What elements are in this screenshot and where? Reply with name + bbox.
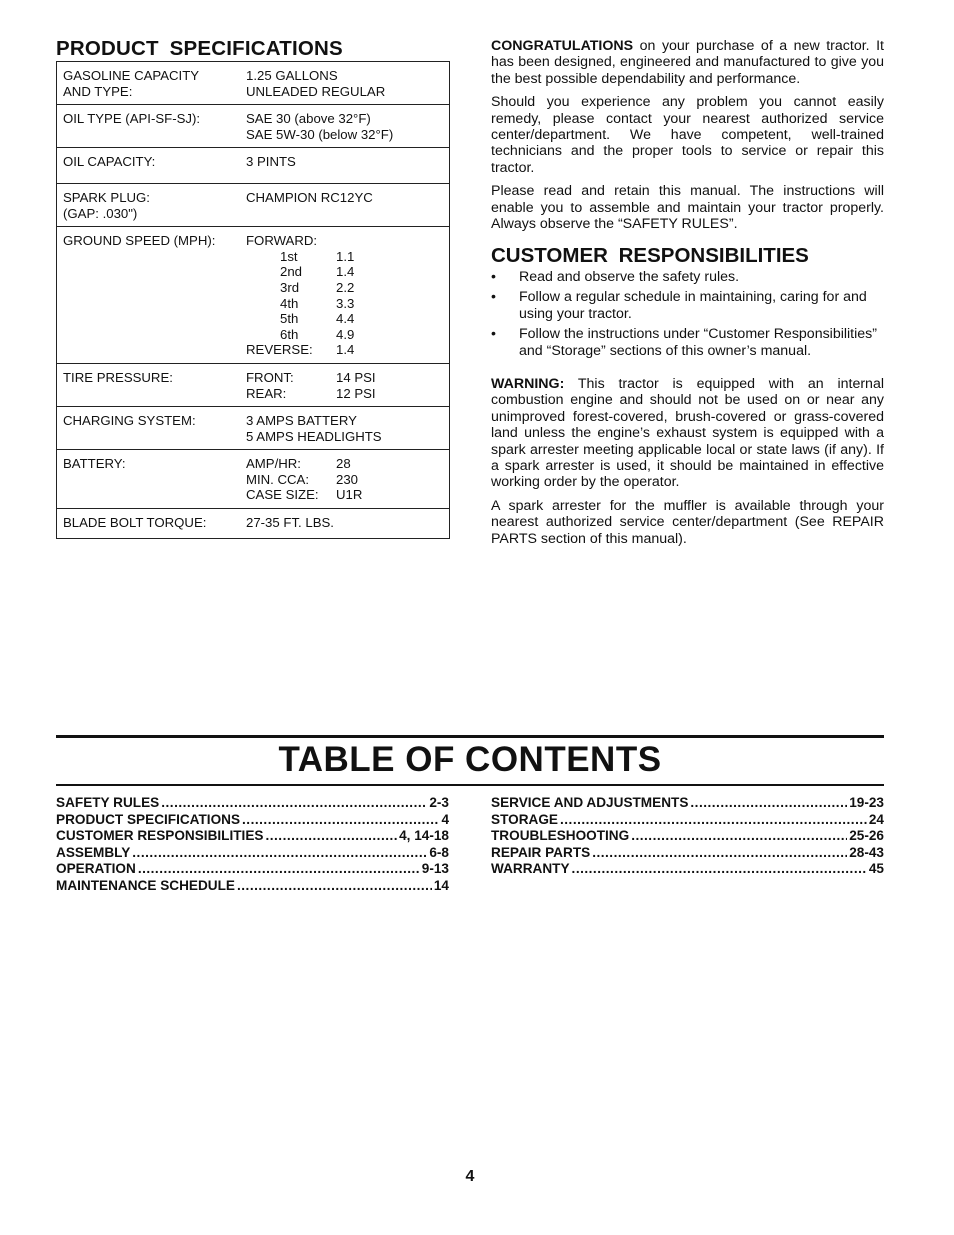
product-specifications-title: PRODUCT SPECIFICATIONS: [56, 37, 343, 60]
toc-leader: [690, 795, 847, 812]
responsibilities-list: [491, 269, 884, 359]
bullet: •: [491, 268, 496, 285]
page-number: 4: [465, 1168, 475, 1185]
toc-entry-label: WARRANTY: [491, 861, 570, 876]
toc-entry-label: ASSEMBLY: [56, 844, 131, 860]
toc-entry-label: MAINTENANCE SCHEDULE: [56, 877, 235, 893]
congratulations-lead: CONGRATULATIONS: [491, 38, 634, 54]
customer-responsibilities-title: CUSTOMER RESPONSIBILITIES: [491, 244, 809, 268]
reverse-speed: 1.4: [336, 342, 355, 358]
toc-entry[interactable]: [491, 845, 884, 862]
warning-paragraph: [491, 376, 884, 491]
toc-entry[interactable]: [56, 861, 449, 878]
spec-value: [246, 456, 443, 503]
list-item-text: Read and observe the safety rules.: [519, 268, 740, 285]
toc-leader: [631, 828, 847, 845]
gear-row: [246, 311, 443, 327]
list-item: [491, 326, 884, 359]
battery-row: [246, 487, 443, 503]
gear-name: 4th: [280, 295, 299, 311]
battery-row: [246, 472, 443, 488]
toc-entry-label: REPAIR PARTS: [491, 844, 591, 860]
spec-value: 3 PINTS: [246, 154, 296, 170]
bullet: •: [491, 326, 496, 343]
toc-entry-pages: 6-8: [429, 844, 449, 860]
spark-arrester-paragraph: A spark arrester for the muffler is available through your nearest authorized service center/department (See REPAIR PARTS section of this manual).: [491, 497, 884, 547]
spec-value-line: 1.25 GALLONS: [246, 68, 338, 83]
spec-row-blade-bolt-torque: [57, 508, 449, 538]
gear-speed: 4.4: [336, 311, 355, 327]
list-item: [491, 289, 884, 322]
rear-label: REAR:: [246, 385, 287, 401]
toc-leader: [242, 812, 439, 829]
reverse-label: REVERSE:: [246, 342, 313, 358]
gear-row: [246, 264, 443, 280]
spec-value-line: SAE 30 (above 32°F): [246, 111, 371, 127]
toc-entry[interactable]: [56, 845, 449, 862]
battery-key: MIN. CCA:: [246, 471, 310, 487]
toc-top-rule: [56, 735, 884, 738]
toc-entry[interactable]: [491, 795, 884, 812]
gear-name: 1st: [280, 248, 298, 264]
gear-name: 5th: [280, 311, 299, 327]
toc-entry-label: OPERATION: [56, 861, 136, 876]
spec-row-spark-plug: [57, 183, 449, 226]
toc-bottom-rule: [56, 784, 884, 786]
toc-right-column: [491, 795, 884, 878]
toc-entry-label: PRODUCT SPECIFICATIONS: [56, 811, 241, 827]
front-value: 14 PSI: [336, 369, 376, 385]
toc-entry-pages: 2-3: [429, 795, 449, 810]
battery-value: 28: [336, 456, 351, 472]
spec-label: GROUND SPEED (MPH):: [63, 233, 216, 249]
battery-value: U1R: [336, 487, 363, 503]
gear-speed: 1.1: [336, 248, 355, 264]
spec-label: GASOLINE CAPACITY AND TYPE:: [63, 68, 200, 99]
intro-column: [491, 38, 884, 554]
toc-entry-pages: 45: [868, 861, 884, 876]
toc-entry-pages: 24: [868, 811, 884, 827]
warning-lead: WARNING:: [491, 375, 565, 392]
front-label: FRONT:: [246, 369, 294, 385]
spec-value: [246, 233, 443, 358]
spec-value: 27-35 FT. LBS.: [246, 515, 334, 531]
toc-entry-pages: 19-23: [849, 795, 884, 810]
gear-speed: 2.2: [336, 279, 355, 295]
spec-row-oil-capacity: [57, 147, 449, 183]
battery-key: AMP/HR:: [246, 456, 301, 472]
toc-left-column: [56, 795, 449, 894]
spec-value-line: UNLEADED REGULAR: [246, 83, 386, 99]
toc-leader: [161, 795, 427, 812]
list-item-text: Follow a regular schedule in maintaining, caring for and using your tractor.: [519, 289, 867, 322]
toc-entry-label: CUSTOMER RESPONSIBILITIES: [56, 828, 264, 843]
gear-row: [246, 327, 443, 343]
spec-row-tire-pressure: [57, 363, 449, 406]
toc-leader: [265, 828, 397, 845]
spec-value: [246, 370, 443, 401]
toc-entry[interactable]: [56, 795, 449, 812]
bullet: •: [491, 289, 496, 306]
gear-name: 6th: [280, 326, 299, 342]
spec-row-oil-type: [57, 104, 449, 147]
spec-label: BLADE BOLT TORQUE:: [63, 515, 207, 531]
toc-entry-label: SAFETY RULES: [56, 795, 160, 810]
service-paragraph: Should you experience any problem you cannot easily remedy, please contact your nearest authorized service center/department. We have competent, well-trained technicians and the proper tools to service or repair this tractor.: [491, 94, 884, 176]
toc-entry-pages: 25-26: [849, 828, 884, 843]
congratulations-text: on your purchase of a new tractor. It has been designed, engineered and manufactured to give you the best possible dependability and performance.: [491, 38, 884, 87]
rear-tire-row: [246, 386, 443, 402]
toc-leader: [592, 845, 847, 862]
specifications-table: [56, 61, 450, 539]
toc-entry-pages: 4: [441, 811, 449, 827]
toc-entry[interactable]: [56, 878, 449, 895]
battery-key: CASE SIZE:: [246, 487, 319, 503]
battery-row: [246, 456, 443, 472]
retain-manual-paragraph: Please read and retain this manual. The instructions will enable you to assemble and maintain your tractor properly. Always observe the “SAFETY RULES”.: [491, 183, 884, 233]
toc-entry[interactable]: [56, 812, 449, 829]
spec-value-line: SAE 5W-30 (below 32°F): [246, 126, 394, 142]
gear-speed: 1.4: [336, 264, 355, 280]
reverse-row: [246, 342, 443, 358]
spec-value: CHAMPION RC12YC: [246, 189, 373, 205]
toc-entry-pages: 14: [433, 877, 449, 893]
list-item: [491, 269, 884, 285]
spec-label: BATTERY:: [63, 456, 126, 472]
toc-entry-pages: 9-13: [421, 861, 449, 876]
spec-row-battery: [57, 449, 449, 508]
spec-value-line: 5 AMPS HEADLIGHTS: [246, 428, 382, 444]
front-tire-row: [246, 370, 443, 386]
spec-value: [246, 111, 443, 142]
spec-value-line: 3 AMPS BATTERY: [246, 413, 357, 429]
gear-name: 2nd: [280, 264, 303, 280]
list-item-text: Follow the instructions under “Customer Responsibilities” and “Storage” sections of this owner’s manual.: [519, 326, 877, 359]
spec-label: OIL TYPE (API-SF-SJ):: [63, 111, 201, 127]
toc-entry[interactable]: [56, 828, 449, 845]
rear-value: 12 PSI: [336, 385, 376, 401]
gear-name: 3rd: [280, 279, 300, 295]
spec-label: CHARGING SYSTEM:: [63, 413, 196, 429]
toc-entry[interactable]: [491, 861, 884, 878]
table-of-contents-title: TABLE OF CONTENTS: [278, 740, 662, 779]
toc-leader: [237, 878, 432, 895]
gear-row: [246, 296, 443, 312]
toc-leader: [560, 812, 867, 829]
spec-label: TIRE PRESSURE:: [63, 369, 173, 385]
toc-entry-pages: 28-43: [849, 844, 884, 860]
warning-text: This tractor is equipped with an internal combustion engine and should not be used on or near any unimproved forest-covered, brush-covered or grass-covered land unless the engine’s exhaust system is equipped with a spark arrester meeting applicable local or state laws (if any). If a spark arrester is used, it should be maintained in effective working order by the operator.: [491, 375, 884, 491]
spec-value: [246, 68, 443, 99]
forward-label: FORWARD:: [246, 233, 318, 249]
toc-leader: [572, 861, 867, 878]
toc-leader: [138, 861, 420, 878]
spec-value: [246, 413, 443, 444]
toc-entry-pages: 4, 14-18: [399, 828, 449, 843]
toc-entry[interactable]: [491, 828, 884, 845]
gear-speed: 3.3: [336, 295, 355, 311]
toc-entry-label: STORAGE: [491, 811, 558, 827]
spec-row-charging-system: [57, 406, 449, 449]
spec-label: OIL CAPACITY:: [63, 154, 156, 170]
toc-entry-label: SERVICE AND ADJUSTMENTS: [491, 795, 689, 810]
spec-label: SPARK PLUG: (GAP: .030"): [63, 189, 150, 221]
gear-row: [246, 249, 443, 265]
gear-row: [246, 280, 443, 296]
toc-entry-label: TROUBLESHOOTING: [491, 828, 630, 843]
toc-entry[interactable]: [491, 812, 884, 829]
congratulations-paragraph: [491, 38, 884, 87]
toc-leader: [132, 845, 427, 862]
gear-speed: 4.9: [336, 326, 355, 342]
spec-row-ground-speed: [57, 226, 449, 363]
spec-row-gasoline: [57, 62, 449, 104]
battery-value: 230: [336, 471, 359, 487]
